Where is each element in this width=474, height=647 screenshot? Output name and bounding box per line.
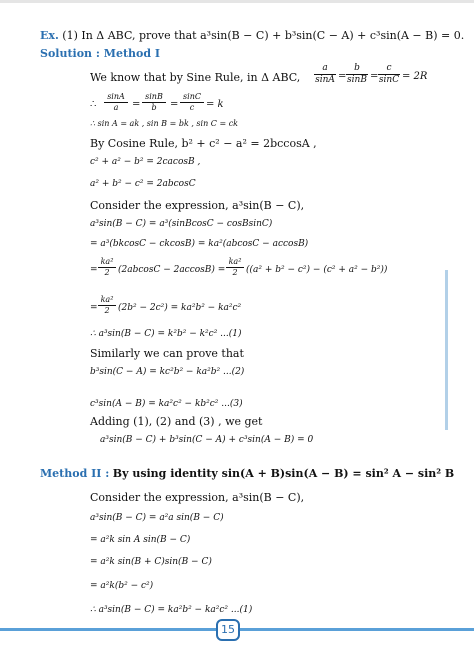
scan-edge xyxy=(0,0,474,3)
sine-rule-fraction-a: a sinA xyxy=(315,63,335,85)
sine-rule-intro: We know that by Sine Rule, in Δ ABC, xyxy=(90,71,301,84)
cosine-rule-2: c² + a² − b² = 2cacosB , xyxy=(90,157,201,167)
step-4-fraction: ka² 2 xyxy=(98,296,116,315)
therefore-symbol: ∴ xyxy=(90,99,97,110)
step-3-fraction-2: ka² 2 xyxy=(226,258,244,277)
method-2-step-4: = a²k(b² − c²) xyxy=(90,581,154,591)
method-2-step-2: = a²k sin A sin(B − C) xyxy=(90,535,191,545)
ratio-fraction-b: sinB b xyxy=(142,93,166,112)
final-result: a³sin(B − C) + b³sin(C − A) + c³sin(A − B) = 0 xyxy=(100,435,314,445)
result-1: ∴ a³sin(B − C) = k²b² − k²c² ...(1) xyxy=(90,329,242,339)
step-2: = a³(bkcosC − ckcosB) = ka²(abcosC − accosB) xyxy=(90,239,309,249)
result-2: b³sin(C − A) = kc²b² − ka²b² ...(2) xyxy=(90,367,245,377)
equals-sign: = xyxy=(90,265,98,275)
step-4-body: (2b² − 2c²) = ka²b² − ka²c² xyxy=(118,303,242,313)
step-3-tail: ((a² + b² − c²) − (c² + a² − b²)) xyxy=(246,265,388,275)
method-2-result: ∴ a³sin(B − C) = ka²b² − ka²c² ...(1) xyxy=(90,605,253,615)
method-2-heading: Method II : xyxy=(40,467,110,480)
similarly-text: Similarly we can prove that xyxy=(90,347,244,360)
result-3: c³sin(A − B) = ka²c² − kb²c² ...(3) xyxy=(90,399,243,409)
method-2-line xyxy=(40,468,454,479)
example-text: (1) In Δ ABC, prove that a³sin(B − C) + b³sin(C − A) + c³sin(A − B) = 0. xyxy=(62,29,465,42)
consider-expression: Consider the expression, a³sin(B − C), xyxy=(90,199,305,212)
step-3-fraction-1: ka² 2 xyxy=(98,258,116,277)
ratio-k: = k xyxy=(206,99,224,110)
equals-sign: = xyxy=(370,71,379,82)
method-2-consider: Consider the expression, a³sin(B − C), xyxy=(90,491,305,504)
equals-sign: = xyxy=(170,99,179,110)
step-1: a³sin(B − C) = a³(sinBcosC − cosBsinC) xyxy=(90,219,273,229)
sin-values: ∴ sin A = ak , sin B = bk , sin C = ck xyxy=(90,119,239,128)
equals-sign: = xyxy=(132,99,141,110)
method-2-step-3: = a²k sin(B + C)sin(B − C) xyxy=(90,557,212,567)
method-1-heading: Solution : Method I xyxy=(40,47,161,60)
step-3-body: (2abcosC − 2accosB) = xyxy=(118,265,226,275)
cosine-rule-1: By Cosine Rule, b² + c² − a² = 2bccosA , xyxy=(90,137,317,150)
margin-bar xyxy=(445,270,448,430)
example-statement xyxy=(40,30,464,41)
method-2-intro: By using identity sin(A + B)sin(A − B) = sin² A − sin² B xyxy=(112,467,455,480)
method-2-step-1: a³sin(B − C) = a²a sin(B − C) xyxy=(90,513,224,523)
cosine-rule-3: a² + b² − c² = 2abcosC xyxy=(90,179,196,189)
equals-sign: = xyxy=(338,71,347,82)
sine-rule-2r: = 2R xyxy=(402,71,428,82)
adding-text: Adding (1), (2) and (3) , we get xyxy=(90,415,263,428)
equals-sign: = xyxy=(90,303,98,313)
example-label: Ex. xyxy=(40,29,59,42)
ratio-fraction-c: sinC c xyxy=(180,93,204,112)
ratio-fraction-a: sinA a xyxy=(104,93,128,112)
sine-rule-fraction-c: c sinC xyxy=(378,63,400,85)
page-number: 15 xyxy=(216,619,240,641)
sine-rule-fraction-b: b sinB xyxy=(347,63,367,85)
